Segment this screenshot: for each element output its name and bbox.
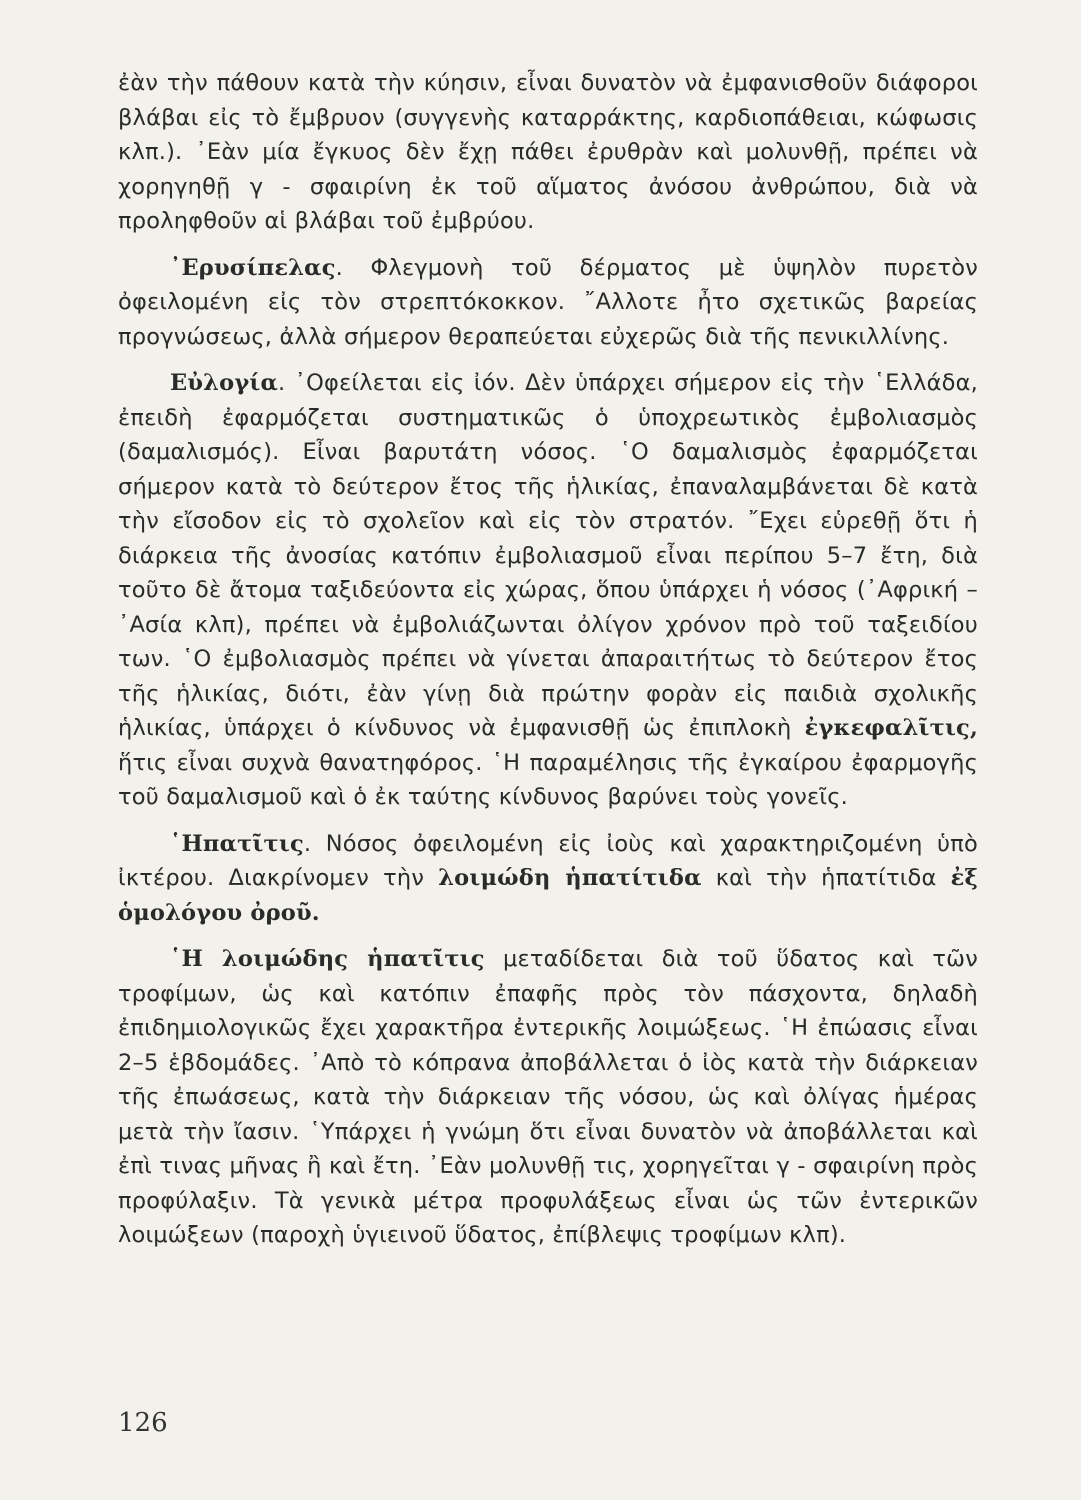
- paragraph-text: . Φλεγμονὴ τοῦ δέρματος μὲ ὑψηλὸν πυρετὸν ὀφειλομένη εἰς τὸν στρεπτόκοκκον. ῎Αλλοτε ἦτο σχετικῶς βαρείας προγνώσεως, ἀλλὰ σήμερον θεραπεύεται εὐχερῶς διὰ τῆς πενικιλλίνης.: [118, 254, 978, 350]
- page-number: 126: [118, 1408, 168, 1438]
- term-heading: Εὐλογία: [170, 370, 279, 396]
- paragraph-hepatitis: [118, 827, 978, 931]
- term-inline: λοιμώδη ἡπατίτιδα: [438, 865, 702, 891]
- paragraph-rubella-continued: [118, 66, 978, 239]
- term-heading: ᾿Ερυσίπελας: [170, 254, 336, 281]
- term-inline: ἐξ ὁμολόγου ὀροῦ.: [118, 865, 978, 926]
- paragraph-smallpox: [118, 366, 978, 815]
- term-inline: ἐγκεφαλῖτις,: [804, 715, 978, 741]
- paragraph-text: καὶ τὴν ἡπατίτιδα: [701, 865, 951, 891]
- term-heading: ῾Η λοιμώδης ἡπατῖτις: [170, 946, 485, 972]
- page-body: [118, 66, 978, 1253]
- paragraph-text: . ᾿Οφείλεται εἰς ἰόν. Δὲν ὑπάρχει σήμερον εἰς τὴν ῾Ελλάδα, ἐπειδὴ ἐφαρμόζεται συστηματικῶς ὁ ὑποχρεωτικὸς ἐμβολιασμὸς (δαμαλισμός). Εἶναι βαρυτάτη νόσος. ῾Ο δαμαλισμὸς ἐφαρμόζεται σήμερον κατὰ τὸ δεύτερον ἔτος τῆς ἡλικίας, ἐπαναλαμβάνεται δὲ κατὰ τὴν εἴσοδον εἰς τὸ σχολεῖον καὶ εἰς τὸν στρατόν. ῎Εχει εὑρεθῇ ὅτι ἡ διάρκεια τῆς ἀνοσίας κατόπιν ἐμβολιασμοῦ εἶναι περίπου 5–7 ἔτη, διὰ τοῦτο δὲ ἄτομα ταξιδεύοντα εἰς χώρας, ὅπου ὑπάρχει ἡ νόσος (᾿Αφρική – ᾿Ασία κλπ), πρέπει νὰ ἐμβολιάζωνται ὀλίγον χρόνον πρὸ τοῦ ταξειδίου των. ῾Ο ἐμβολιασμὸς πρέπει νὰ γίνεται ἀπαραιτήτως τὸ δεύτερον ἔτος τῆς ἡλικίας, διότι, ἐὰν γίνῃ διὰ πρώτην φορὰν εἰς παιδιὰ σχολικῆς ἡλικίας, ὑπάρχει ὁ κίνδυνος νὰ ἐμφανισθῇ ὡς ἐπιπλοκὴ: [118, 370, 978, 741]
- paragraph-erysipelas: [118, 251, 978, 355]
- paragraph-text: . Νόσος ὀφειλομένη εἰς ἰοὺς καὶ χαρακτηριζομένη ὑπὸ ἰκτέρου. Διακρίνομεν τὴν: [118, 830, 978, 891]
- paragraph-text: ἥτις εἶναι συχνὰ θανατηφόρος. ῾Η παραμέλησις τῆς ἐγκαίρου ἐφαρμογῆς τοῦ δαμαλισμοῦ καὶ ὁ ἐκ ταύτης κίνδυνος βαρύνει τοὺς γονεῖς.: [118, 749, 978, 810]
- paragraph-text: μεταδίδεται διὰ τοῦ ὕδατος καὶ τῶν τροφίμων, ὡς καὶ κατόπιν ἐπαφῆς πρὸς τὸν πάσχοντα, δηλαδὴ ἐπιδημιολογικῶς ἔχει χαρακτῆρα ἐντερικῆς λοιμώξεως. ῾Η ἐπώασις εἶναι 2–5 ἑβδομάδες. ᾿Απὸ τὸ κόπρανα ἀποβάλλεται ὁ ἰὸς κατὰ τὴν διάρκειαν τῆς ἐπωάσεως, κατὰ τὴν διάρκειαν τῆς νόσου, ὡς καὶ ὀλίγας ἡμέρας μετὰ τὴν ἴασιν. ῾Υπάρχει ἡ γνώμη ὅτι εἶναι δυνατὸν νὰ ἀποβάλλεται καὶ ἐπὶ τινας μῆνας ἢ καὶ ἔτη. ᾿Εὰν μολυνθῇ τις, χορηγεῖται γ - σφαιρίνη πρὸς προφύλαξιν. Τὰ γενικὰ μέτρα προφυλάξεως εἶναι ὡς τῶν ἐντερικῶν λοιμώξεων (παροχὴ ὑγιεινοῦ ὕδατος, ἐπίβλεψις τροφίμων κλπ).: [118, 946, 978, 1248]
- paragraph-infectious-hepatitis: [118, 942, 978, 1253]
- term-heading: ῾Ηπατῖτις: [170, 830, 304, 857]
- paragraph-text: ἐὰν τὴν πάθουν κατὰ τὴν κύησιν, εἶναι δυνατὸν νὰ ἐμφανισθοῦν διάφοροι βλάβαι εἰς τὸ ἔμβρυον (συγγενὴς καταρράκτης, καρδιοπάθειαι, κώφωσις κλπ.). ᾿Εὰν μία ἔγκυος δὲν ἔχῃ πάθει ἐρυθρὰν καὶ μολυνθῇ, πρέπει νὰ χορηγηθῇ γ - σφαιρίνη ἐκ τοῦ αἵματος ἀνόσου ἀνθρώπου, διὰ νὰ προληφθοῦν αἱ βλάβαι τοῦ ἐμβρύου.: [118, 70, 978, 234]
